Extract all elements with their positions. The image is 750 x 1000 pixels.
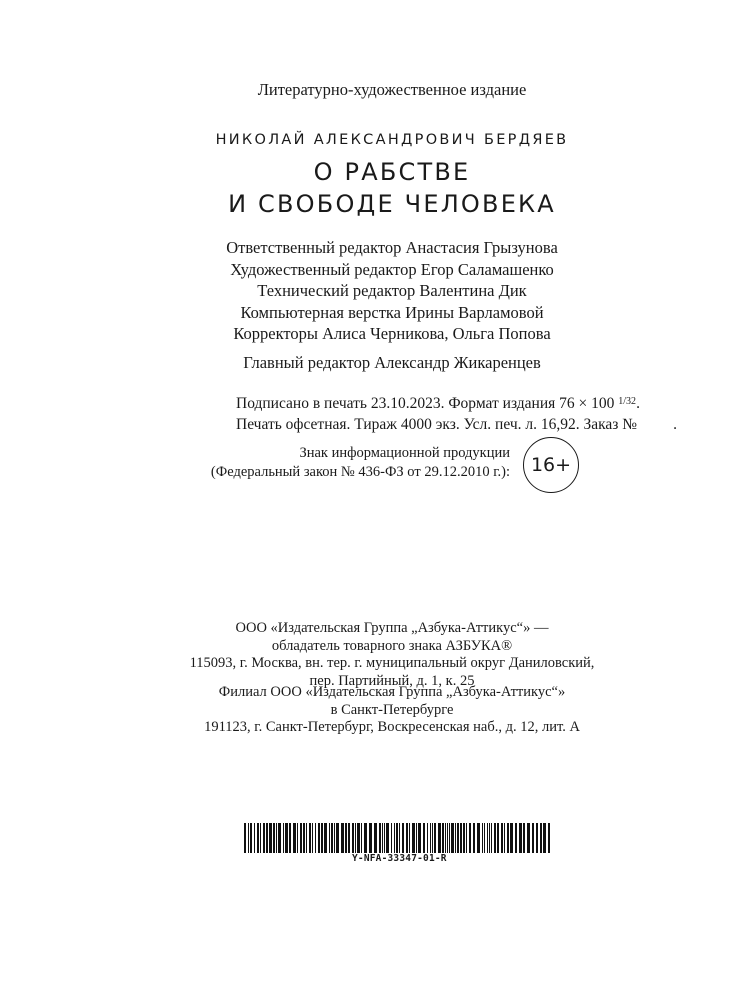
title-line-2: И СВОБОДЕ ЧЕЛОВЕКА xyxy=(228,190,556,218)
age-rating-badge: 16+ xyxy=(523,437,579,493)
barcode-bar xyxy=(507,823,509,853)
barcode-bar xyxy=(394,823,395,853)
barcode-bar xyxy=(455,823,456,853)
barcode-bar xyxy=(438,823,441,853)
book-title xyxy=(0,156,750,220)
barcode-bar xyxy=(391,823,392,853)
barcode-bar xyxy=(257,823,259,853)
barcode-bar xyxy=(355,823,356,853)
barcode-bar xyxy=(463,823,465,853)
barcode-bar xyxy=(345,823,347,853)
barcode-bar xyxy=(306,823,307,853)
barcode-bar xyxy=(451,823,454,853)
barcode-bar xyxy=(321,823,323,853)
technical-editor: Технический редактор Валентина Дик xyxy=(257,281,527,300)
branch-block xyxy=(0,684,750,737)
barcode-bar xyxy=(283,823,284,853)
barcode-bar xyxy=(487,823,488,853)
barcode-bar xyxy=(447,823,448,853)
barcode-bar xyxy=(406,823,408,853)
barcode-bar xyxy=(482,823,483,853)
barcode-bar xyxy=(318,823,320,853)
branch-line-1: Филиал ООО «Издательская Группа „Азбука-Аттикус“» xyxy=(218,684,566,700)
barcode-bar xyxy=(460,823,462,853)
barcode-bar xyxy=(434,823,436,853)
responsible-editor: Ответственный редактор Анастасия Грызунова xyxy=(226,238,558,257)
proofreaders: Корректоры Алиса Черникова, Ольга Попова xyxy=(233,324,551,343)
barcode-bar xyxy=(543,823,546,853)
barcode-bar xyxy=(412,823,415,853)
barcode-bar xyxy=(469,823,471,853)
barcode-bar xyxy=(250,823,252,853)
publisher-line-4: пер. Партийный, д. 1, к. 25 xyxy=(309,672,475,689)
barcode-bar xyxy=(260,823,261,853)
barcode-bar xyxy=(329,823,330,853)
barcode-bar xyxy=(364,823,367,853)
barcode-bar xyxy=(457,823,459,853)
branch-line-2: в Санкт-Петербурге xyxy=(330,701,454,718)
barcode-bar xyxy=(336,823,339,853)
layout-credit: Компьютерная верстка Ирины Варламовой xyxy=(240,302,544,322)
barcode-bar xyxy=(484,823,485,853)
barcode-bar xyxy=(399,823,400,853)
info-mark-text xyxy=(211,444,510,482)
barcode-bar xyxy=(244,823,246,853)
barcode-bar xyxy=(254,823,255,853)
barcode-bar xyxy=(300,823,302,853)
barcode-bar xyxy=(473,823,475,853)
chief-editor: Главный редактор Александр Жикаренцев xyxy=(243,353,541,372)
edition-type: Литературно-художественное издание xyxy=(257,80,527,99)
print-run: Печать офсетная. Тираж 4000 экз. Усл. печ. л. 16,92. Заказ № xyxy=(236,416,638,433)
print-format: Подписано в печать 23.10.2023. Формат издания 76 × 100 xyxy=(236,395,615,412)
barcode-bar xyxy=(523,823,525,853)
barcode-bar xyxy=(273,823,275,853)
publisher-line-3: 115093, г. Москва, вн. тер. г. муниципальный округ Даниловский, xyxy=(189,655,595,671)
barcode-bar xyxy=(374,823,377,853)
barcode-icon xyxy=(244,823,554,853)
barcode-bar xyxy=(248,823,249,853)
barcode-bar xyxy=(341,823,344,853)
barcode-bar xyxy=(352,823,354,853)
barcode-bar xyxy=(263,823,265,853)
barcode-bar xyxy=(527,823,530,853)
info-mark-line-1: Знак информационной продукции xyxy=(299,445,510,461)
barcode-bar xyxy=(494,823,496,853)
barcode-bar xyxy=(430,823,431,853)
barcode-bar xyxy=(519,823,522,853)
barcode-bar xyxy=(515,823,517,853)
barcode-bar xyxy=(309,823,311,853)
barcode-bar xyxy=(489,823,490,853)
barcode-bar xyxy=(361,823,362,853)
author-name: НИКОЛАЙ АЛЕКСАНДРОВИЧ БЕРДЯЕВ xyxy=(215,132,569,148)
barcode-bar xyxy=(379,823,381,853)
format-fraction: 1/32 xyxy=(618,396,637,407)
barcode-bar xyxy=(416,823,417,853)
barcode-bar xyxy=(289,823,291,853)
barcode-bar xyxy=(312,823,313,853)
barcode-bar xyxy=(334,823,335,853)
barcode-bar xyxy=(491,823,492,853)
barcode-bar xyxy=(331,823,333,853)
branch-line-3: 191123, г. Санкт-Петербург, Воскресенская наб., д. 12, лит. А xyxy=(204,719,580,735)
barcode-bar xyxy=(442,823,444,853)
barcode-bar xyxy=(501,823,503,853)
barcode-bar xyxy=(423,823,425,853)
publisher-line-2: обладатель товарного знака АЗБУКА® xyxy=(271,637,513,654)
print-info-end: . xyxy=(673,416,677,433)
barcode-bar xyxy=(278,823,281,853)
barcode-bar xyxy=(382,823,383,853)
barcode-bar xyxy=(276,823,277,853)
barcode-bar xyxy=(369,823,372,853)
barcode-bar xyxy=(536,823,538,853)
barcode-bar xyxy=(427,823,428,853)
barcode-bar xyxy=(432,823,433,853)
art-editor: Художественный редактор Егор Саламашенко xyxy=(230,259,554,279)
print-info-period: . xyxy=(636,395,640,412)
barcode-bar xyxy=(449,823,450,853)
print-info-line-1 xyxy=(236,391,677,414)
title-line-1: О РАБСТВЕ xyxy=(313,158,471,186)
barcode-bar xyxy=(504,823,505,853)
barcode-code: Y-NFA-33347-01-R xyxy=(352,853,447,864)
barcode-bar xyxy=(445,823,446,853)
barcode-bar xyxy=(386,823,389,853)
barcode-bar xyxy=(269,823,272,853)
barcode-bar xyxy=(266,823,268,853)
barcode-bar xyxy=(348,823,350,853)
barcode-bar xyxy=(297,823,298,853)
barcode-bar xyxy=(548,823,550,853)
barcode-bar xyxy=(477,823,480,853)
barcode-bar xyxy=(293,823,296,853)
barcode-bar xyxy=(497,823,499,853)
barcode-bar xyxy=(315,823,316,853)
publisher-block xyxy=(0,620,750,690)
barcode-bar xyxy=(510,823,513,853)
barcode-bar xyxy=(418,823,421,853)
barcode-bar xyxy=(409,823,410,853)
barcode-bar xyxy=(396,823,398,853)
info-mark-line-2: (Федеральный закон № 436-ФЗ от 29.12.2010 г.): xyxy=(210,464,510,480)
barcode-bar xyxy=(540,823,542,853)
barcode-bar xyxy=(285,823,288,853)
print-info xyxy=(236,391,677,435)
barcode-bar xyxy=(402,823,404,853)
barcode-bar xyxy=(303,823,305,853)
barcode-bar xyxy=(466,823,467,853)
barcode-bar xyxy=(384,823,385,853)
credits-block xyxy=(0,237,750,345)
barcode-bar xyxy=(357,823,360,853)
barcode-bar xyxy=(532,823,534,853)
barcode-bar xyxy=(324,823,327,853)
print-info-line-2 xyxy=(236,414,677,435)
publisher-line-1: ООО «Издательская Группа „Азбука-Аттикус“» — xyxy=(235,620,549,636)
